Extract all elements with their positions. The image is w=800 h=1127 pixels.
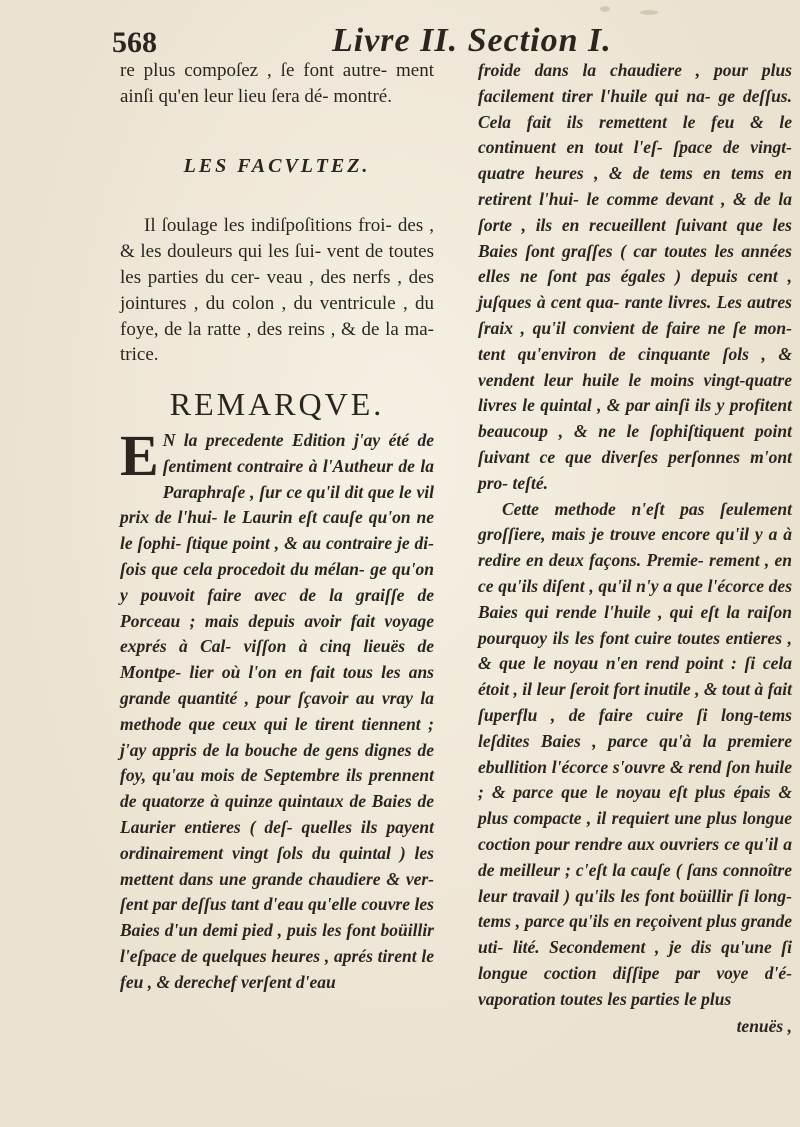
page-number: 568 (112, 26, 157, 59)
remarque-text: N la precedente Edition j'ay été de ſentiment contraire à l'Autheur de la Paraphraſe , ſur ce qu'il dit que le vil prix de l'hui- le Laurin eſt cauſe qu'on ne le ſophi- ſtique point , & au contraire je di- ſois que cela procedoit du mélan- ge qu'on y pouvoit faire avec de la graiſſe de Porceau ; mais depuis avoir fait voyage exprés à Cal- viſſon à cinq lieuës de Montpe- lier où l'on en fait tous les ans grande quantité , pour ſçavoir au vray la methode que ceux qui le tirent tiennent ; j'ay appris de la bouche de gens dignes de foy, qu'au mois de Septembre ils prennent de quatorze à quinze quintaux de Baies de Laurier entieres ( deſ- quelles ils payent ordinairement vingt ſols du quintal ) les mettent dans une grande chaudiere & ver- ſent par deſſus tant d'eau qu'elle couvre les Baies d'un demi pied , puis les font boüillir l'eſpace de quelques heures , aprés tirent le feu , & derechef verſent d'eau (120, 429, 434, 992)
right-paragraph-1: froide dans la chaudiere , pour plus facilement tirer l'huile qui na- ge deſſus. Cela fait ils remettent le feu & le continuent en tout l'eſ- ſpace de vingt-quatre heures , & de tems en tems en retirent l'hui- le comme devant , & de la ſorte , ils en recueillent ſuivant que les Baies ſont graſſes ( car toutes les années elles ne ſont pas égales ) depuis cent , juſques à cent qua- rante livres. Les autres ſraix , qu'il convient de faire ne ſe mon- tent qu'environ de cinquante ſols , & vendent leur huile le moins vingt-quatre livres le quintal , & par ainſi ils y profitent beaucoup , & ne le ſophiſtiquent point ſuivant ce que diverſes perſonnes m'ont pro- teſté. (478, 60, 792, 493)
drop-cap: E (120, 422, 159, 488)
opening-paragraph: re plus compoſez , ſe font autre- ment ainſi qu'en leur lieu ſera dé- montré. (120, 60, 434, 107)
right-paragraph-2: Cette methode n'eſt pas ſeulement groſſiere, mais je trouve encore qu'il y a à redire en deux façons. Premie- rement , en ce qu'ils diſent , qu'il n'y a que l'écorce des Baies qui rende l'huile , qui eſt la raiſon pourquoy ils les font cuire toutes entieres , & que le noyau n'en rend point : ſi cela étoit , il leur ſeroit fort inutile , & tout à fait ſuperflu , de faire cuire ſi long-tems leſdites Baies , parce qu'à la premiere ebullition l'écorce s'ouvre & rend ſon huile ; & parce que le noyau eſt plus épais & plus compacte , il requiert une plus longue coction pour rendre aux ouvriers ce qu'il a de meilleur ; c'eſt la cauſe ( ſans connoître leur travail ) qu'ils les font boüillir ſi long-tems , parce qu'ils en reçoivent plus grande uti- lité. Secondement , je dis qu'une ſi longue coction diſſipe par voye d'é- vaporation toutes les parties le plus (478, 498, 792, 1009)
ink-stain (640, 10, 658, 15)
faculties-paragraph: Il ſoulage les indiſpoſitions froi- des , & les douleurs qui les ſui- vent de toutes les parties du cer- veau , des nerfs , des jointures , du colon , du ventricule , du foye, de la ratte , des reins , & de la ma- trice. (120, 215, 434, 366)
remarque-heading: REMARQVE. (169, 386, 385, 423)
section-heading: LES FACVLTEZ. (183, 154, 371, 177)
remarque-paragraph (120, 422, 434, 996)
running-title: Livre II. Section I. (332, 22, 612, 59)
left-column (120, 58, 434, 996)
ink-stain (600, 6, 610, 12)
right-column (478, 58, 792, 1040)
catchword: tenuës , (736, 1016, 792, 1037)
